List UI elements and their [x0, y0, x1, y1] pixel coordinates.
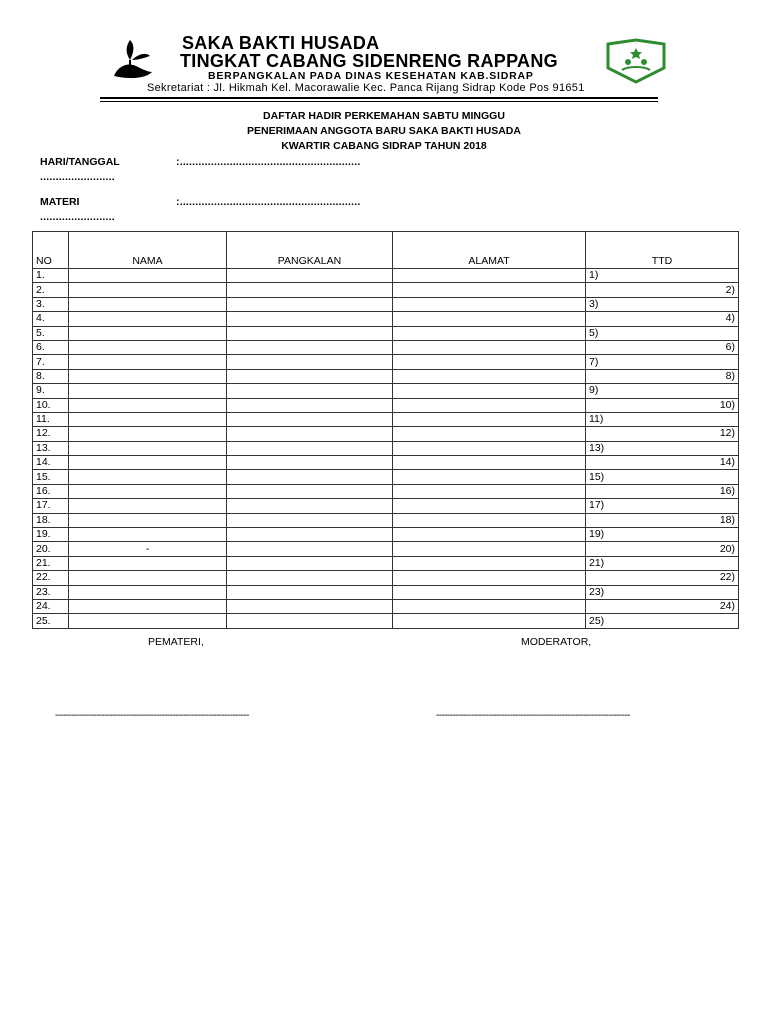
- no-cell: 18.: [33, 513, 69, 527]
- nama-cell[interactable]: [69, 427, 227, 441]
- nama-cell[interactable]: [69, 355, 227, 369]
- pangkalan-cell[interactable]: [227, 484, 393, 498]
- col-header-ttd: TTD: [586, 232, 739, 269]
- pemateri-label: PEMATERI,: [148, 636, 204, 648]
- ttd-cell[interactable]: 6): [586, 340, 739, 354]
- document-subtitle-2: KWARTIR CABANG SIDRAP TAHUN 2018: [281, 140, 487, 152]
- no-cell: 4.: [33, 312, 69, 326]
- ttd-cell[interactable]: 13): [586, 441, 739, 455]
- ttd-cell[interactable]: 25): [586, 614, 739, 628]
- col-header-pangkalan: PANGKALAN: [227, 232, 393, 269]
- table-row: [33, 585, 739, 599]
- pemateri-signature-line[interactable]: -----------------------------------------------------------------------: [55, 710, 249, 721]
- header-divider-thin: [100, 101, 658, 102]
- table-row: [33, 427, 739, 441]
- nama-cell[interactable]: [69, 283, 227, 297]
- alamat-cell[interactable]: [393, 484, 586, 498]
- alamat-cell[interactable]: [393, 269, 586, 283]
- alamat-cell[interactable]: [393, 441, 586, 455]
- table-row: [33, 369, 739, 383]
- table-row: [33, 456, 739, 470]
- no-cell: 19.: [33, 528, 69, 542]
- ttd-cell[interactable]: 24): [586, 599, 739, 613]
- col-header-nama: NAMA: [69, 232, 227, 269]
- pangkalan-cell[interactable]: [227, 441, 393, 455]
- table-row: [33, 542, 739, 556]
- table-row: [33, 571, 739, 585]
- ttd-cell[interactable]: 15): [586, 470, 739, 484]
- nama-cell[interactable]: [69, 269, 227, 283]
- no-cell: 7.: [33, 355, 69, 369]
- pangkalan-cell[interactable]: [227, 398, 393, 412]
- no-cell: 6.: [33, 340, 69, 354]
- no-cell: 22.: [33, 571, 69, 585]
- no-cell: 11.: [33, 412, 69, 426]
- table-row: [33, 499, 739, 513]
- no-cell: 23.: [33, 585, 69, 599]
- no-cell: 16.: [33, 484, 69, 498]
- no-cell: 21.: [33, 556, 69, 570]
- no-cell: 13.: [33, 441, 69, 455]
- attendance-table: [32, 231, 739, 629]
- alamat-cell[interactable]: [393, 456, 586, 470]
- moderator-label: MODERATOR,: [521, 636, 592, 648]
- pangkalan-cell[interactable]: [227, 412, 393, 426]
- header-divider: [100, 97, 658, 99]
- nama-cell[interactable]: [69, 528, 227, 542]
- nama-cell[interactable]: [69, 614, 227, 628]
- nama-cell[interactable]: [69, 513, 227, 527]
- alamat-cell[interactable]: [393, 585, 586, 599]
- nama-cell[interactable]: [69, 585, 227, 599]
- pangkalan-cell[interactable]: [227, 585, 393, 599]
- ttd-cell[interactable]: 10): [586, 398, 739, 412]
- pangkalan-cell[interactable]: [227, 312, 393, 326]
- no-cell: 20.: [33, 542, 69, 556]
- alamat-cell[interactable]: [393, 542, 586, 556]
- nama-cell[interactable]: [69, 398, 227, 412]
- nama-cell[interactable]: [69, 297, 227, 311]
- table-row: [33, 528, 739, 542]
- pangkalan-cell[interactable]: [227, 340, 393, 354]
- nama-cell[interactable]: [69, 326, 227, 340]
- no-cell: 24.: [33, 599, 69, 613]
- pangkalan-cell[interactable]: [227, 269, 393, 283]
- ttd-cell[interactable]: 7): [586, 355, 739, 369]
- scout-logo: [108, 36, 154, 82]
- pangkalan-cell[interactable]: [227, 326, 393, 340]
- alamat-cell[interactable]: [393, 556, 586, 570]
- table-row: [33, 484, 739, 498]
- pangkalan-cell[interactable]: [227, 369, 393, 383]
- alamat-cell[interactable]: [393, 312, 586, 326]
- ttd-cell[interactable]: 23): [586, 585, 739, 599]
- table-row: [33, 312, 739, 326]
- table-row: [33, 384, 739, 398]
- col-header-no: NO: [33, 232, 69, 269]
- pangkalan-cell[interactable]: [227, 456, 393, 470]
- no-cell: 12.: [33, 427, 69, 441]
- alamat-cell[interactable]: [393, 427, 586, 441]
- table-row: [33, 340, 739, 354]
- no-cell: 10.: [33, 398, 69, 412]
- ttd-cell[interactable]: 9): [586, 384, 739, 398]
- ttd-cell[interactable]: 8): [586, 369, 739, 383]
- no-cell: 5.: [33, 326, 69, 340]
- hari-tanggal-field-cont[interactable]: ........................: [40, 171, 115, 183]
- no-cell: 25.: [33, 614, 69, 628]
- nama-cell[interactable]: [69, 369, 227, 383]
- no-cell: 15.: [33, 470, 69, 484]
- table-row: [33, 412, 739, 426]
- pangkalan-cell[interactable]: [227, 513, 393, 527]
- alamat-cell[interactable]: [393, 528, 586, 542]
- alamat-cell[interactable]: [393, 297, 586, 311]
- org-name: SAKA BAKTI HUSADA: [182, 33, 380, 53]
- nama-cell[interactable]: [69, 571, 227, 585]
- ttd-cell[interactable]: 12): [586, 427, 739, 441]
- table-row: [33, 441, 739, 455]
- hari-tanggal-label: HARI/TANGGAL: [40, 156, 120, 168]
- alamat-cell[interactable]: [393, 614, 586, 628]
- table-row: [33, 614, 739, 628]
- pangkalan-cell[interactable]: [227, 614, 393, 628]
- org-branch: TINGKAT CABANG SIDENRENG RAPPANG: [180, 51, 558, 71]
- alamat-cell[interactable]: [393, 499, 586, 513]
- nama-cell[interactable]: [69, 340, 227, 354]
- ttd-cell[interactable]: 4): [586, 312, 739, 326]
- alamat-cell[interactable]: [393, 599, 586, 613]
- nama-cell[interactable]: [69, 470, 227, 484]
- ttd-cell[interactable]: 2): [586, 283, 739, 297]
- no-cell: 3.: [33, 297, 69, 311]
- pangkalan-cell[interactable]: [227, 499, 393, 513]
- alamat-cell[interactable]: [393, 384, 586, 398]
- nama-cell[interactable]: [69, 599, 227, 613]
- alamat-cell[interactable]: [393, 571, 586, 585]
- alamat-cell[interactable]: [393, 326, 586, 340]
- materi-field[interactable]: :..........................................................: [176, 196, 361, 208]
- document-subtitle: PENERIMAAN ANGGOTA BARU SAKA BAKTI HUSADA: [247, 125, 521, 137]
- alamat-cell[interactable]: [393, 369, 586, 383]
- no-cell: 1.: [33, 269, 69, 283]
- no-cell: 17.: [33, 499, 69, 513]
- table-row: [33, 283, 739, 297]
- table-row: [33, 297, 739, 311]
- ttd-cell[interactable]: 14): [586, 456, 739, 470]
- pangkalan-cell[interactable]: [227, 556, 393, 570]
- table-row: [33, 599, 739, 613]
- table-row: [33, 470, 739, 484]
- table-row: [33, 556, 739, 570]
- nama-cell[interactable]: [69, 441, 227, 455]
- nama-cell[interactable]: -: [69, 542, 227, 556]
- pangkalan-cell[interactable]: [227, 571, 393, 585]
- ttd-cell[interactable]: 21): [586, 556, 739, 570]
- no-cell: 8.: [33, 369, 69, 383]
- col-header-alamat: ALAMAT: [393, 232, 586, 269]
- nama-cell[interactable]: [69, 556, 227, 570]
- ttd-cell[interactable]: 11): [586, 412, 739, 426]
- ttd-cell[interactable]: 18): [586, 513, 739, 527]
- no-cell: 14.: [33, 456, 69, 470]
- table-row: [33, 513, 739, 527]
- nama-cell[interactable]: [69, 484, 227, 498]
- materi-label: MATERI: [40, 196, 80, 208]
- document-title: DAFTAR HADIR PERKEMAHAN SABTU MINGGU: [263, 110, 505, 122]
- alamat-cell[interactable]: [393, 470, 586, 484]
- table-row: [33, 326, 739, 340]
- no-cell: 9.: [33, 384, 69, 398]
- hari-tanggal-field[interactable]: :..........................................................: [176, 156, 361, 168]
- ttd-cell[interactable]: 22): [586, 571, 739, 585]
- pangkalan-cell[interactable]: [227, 470, 393, 484]
- org-address: Sekretariat : Jl. Hikmah Kel. Macorawalie Kec. Panca Rijang Sidrap Kode Pos 91651: [147, 82, 585, 94]
- pangkalan-cell[interactable]: [227, 283, 393, 297]
- attendance-rows: [33, 269, 739, 629]
- ttd-cell[interactable]: 19): [586, 528, 739, 542]
- alamat-cell[interactable]: [393, 398, 586, 412]
- pangkalan-cell[interactable]: [227, 599, 393, 613]
- materi-field-cont[interactable]: ........................: [40, 211, 115, 223]
- ttd-cell[interactable]: 20): [586, 542, 739, 556]
- pangkalan-cell[interactable]: [227, 297, 393, 311]
- ttd-cell[interactable]: 1): [586, 269, 739, 283]
- nama-cell[interactable]: [69, 499, 227, 513]
- nama-cell[interactable]: [69, 384, 227, 398]
- nama-cell[interactable]: [69, 312, 227, 326]
- pangkalan-cell[interactable]: [227, 528, 393, 542]
- nama-cell[interactable]: [69, 412, 227, 426]
- table-row: [33, 269, 739, 283]
- table-row: [33, 355, 739, 369]
- alamat-cell[interactable]: [393, 340, 586, 354]
- moderator-signature-line[interactable]: -----------------------------------------------------------------------: [436, 710, 630, 721]
- alamat-cell[interactable]: [393, 283, 586, 297]
- nama-cell[interactable]: [69, 456, 227, 470]
- ttd-cell[interactable]: 16): [586, 484, 739, 498]
- alamat-cell[interactable]: [393, 412, 586, 426]
- pangkalan-cell[interactable]: [227, 542, 393, 556]
- pangkalan-cell[interactable]: [227, 384, 393, 398]
- ttd-cell[interactable]: 5): [586, 326, 739, 340]
- pangkalan-cell[interactable]: [227, 355, 393, 369]
- ttd-cell[interactable]: 3): [586, 297, 739, 311]
- alamat-cell[interactable]: [393, 513, 586, 527]
- alamat-cell[interactable]: [393, 355, 586, 369]
- org-base: BERPANGKALAN PADA DINAS KESEHATAN KAB.SIDRAP: [208, 70, 534, 82]
- table-header-row: [33, 232, 739, 269]
- no-cell: 2.: [33, 283, 69, 297]
- pangkalan-cell[interactable]: [227, 427, 393, 441]
- saka-bakti-husada-logo: [604, 38, 668, 84]
- ttd-cell[interactable]: 17): [586, 499, 739, 513]
- table-row: [33, 398, 739, 412]
